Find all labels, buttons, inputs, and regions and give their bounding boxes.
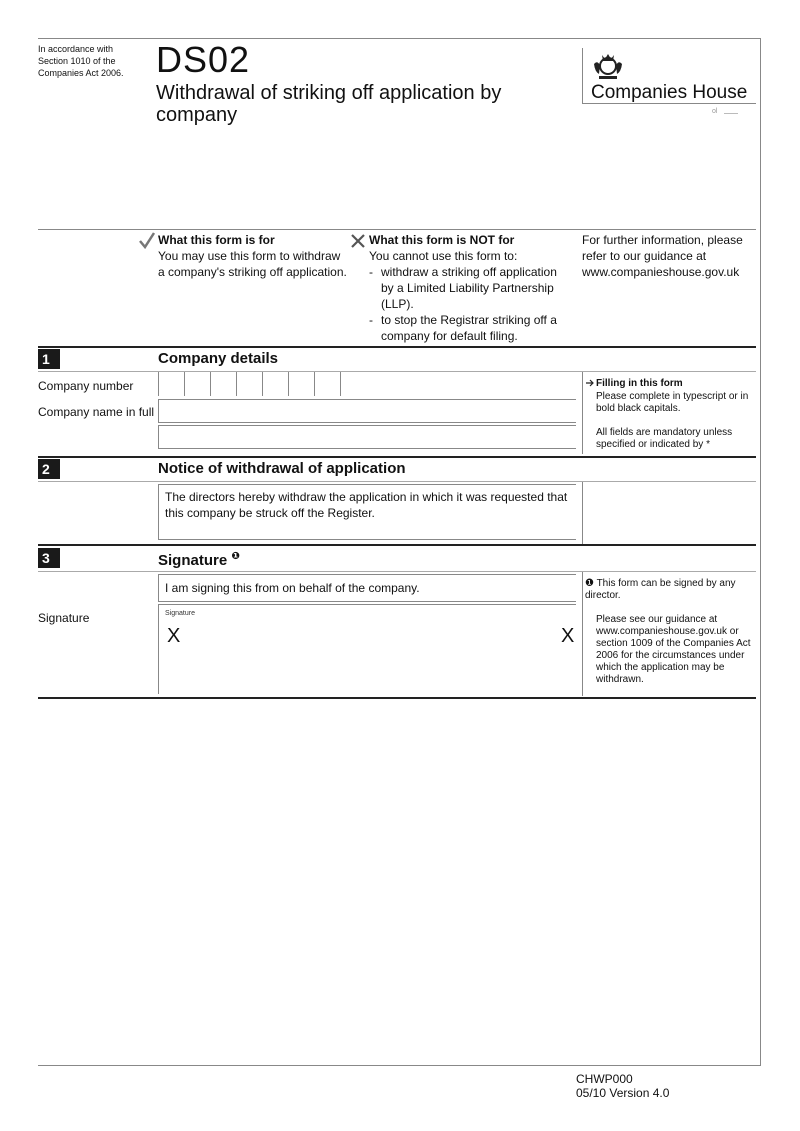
company-name-label: Company name in full <box>38 405 155 419</box>
for-text: You may use this form to withdraw a company's striking off application. <box>158 249 347 279</box>
check-icon <box>138 231 156 249</box>
signing-statement <box>158 574 576 602</box>
section3-sub-rule <box>38 571 756 572</box>
not-for-lead: You cannot use this form to: <box>369 249 518 263</box>
section2-title: Notice of withdrawal of application <box>158 460 406 477</box>
company-name-field-2[interactable] <box>158 425 576 449</box>
signature-note-1-text: This form can be signed by any director. <box>585 578 736 601</box>
logo-small-text: ol <box>712 108 718 115</box>
withdrawal-text: The directors hereby withdraw the application in which it was requested that this company be struck off the Register. <box>165 490 568 520</box>
for-title: What this form is for <box>158 233 275 247</box>
section2-rule <box>38 456 756 458</box>
note-marker-icon: ❶ <box>585 578 594 589</box>
section1-sub-rule <box>38 371 756 372</box>
companies-house-logo <box>582 48 756 104</box>
not-for-item: - to stop the Registrar striking off a company for default filing. <box>369 312 561 344</box>
footer-code: CHWP000 <box>576 1072 633 1086</box>
section1-rule <box>38 346 756 348</box>
legal-note: In accordance with Section 1010 of the Companies Act 2006. <box>38 44 124 78</box>
note-marker-icon: ❶ <box>231 551 240 562</box>
company-number-char-3[interactable] <box>210 372 236 396</box>
section1-number: 1 <box>38 349 60 369</box>
sign-end-mark: X <box>561 625 575 647</box>
section2-guide-divider <box>582 482 583 544</box>
section2-sub-rule <box>38 481 756 482</box>
company-number-char-4[interactable] <box>236 372 262 396</box>
signature-box[interactable] <box>158 604 576 694</box>
company-number-char-7[interactable] <box>314 372 340 396</box>
logo-text: Companies House <box>591 82 748 103</box>
not-for-title: What this form is NOT for <box>369 233 515 247</box>
signature-note-1 <box>585 578 751 602</box>
signature-label: Signature <box>38 611 90 625</box>
signature-note-2: Please see our guidance at www.companieshouse.gov.uk or section 1009 of the Companies Act 2006 for the circumstances under which the application may be withdrawn. <box>596 614 751 685</box>
company-number-char-2[interactable] <box>184 372 210 396</box>
section3-rule <box>38 544 756 546</box>
footer-version: 05/10 Version 4.0 <box>576 1086 670 1100</box>
withdrawal-statement <box>158 484 576 540</box>
section1-guide-divider <box>582 372 583 454</box>
company-number-char-5[interactable] <box>262 372 288 396</box>
sign-start-mark: X <box>167 625 181 647</box>
signature-box-label: Signature <box>165 610 195 617</box>
company-number-label: Company number <box>38 379 134 393</box>
intro-top-rule <box>38 229 756 230</box>
further-info: For further information, please refer to our guidance at www.companieshouse.gov.uk <box>582 233 743 279</box>
signing-statement-text: I am signing this from on behalf of the company. <box>165 581 420 595</box>
arrow-right-icon <box>585 378 595 388</box>
section3-number: 3 <box>38 548 60 568</box>
section2-number: 2 <box>38 459 60 479</box>
right-border <box>760 38 761 1066</box>
section3-guide-divider <box>582 572 583 696</box>
cross-icon <box>350 233 366 249</box>
bottom-border <box>38 1065 760 1066</box>
guide-title: Filling in this form <box>596 378 683 389</box>
company-number-char-1[interactable] <box>158 372 184 396</box>
signature-heading: Signature <box>158 552 228 569</box>
not-for-item: - withdraw a striking off application by a Limited Liability Partnership (LLP). <box>369 264 561 312</box>
logo-small-rule <box>724 113 738 114</box>
company-name-value <box>159 404 163 418</box>
section1-title: Company details <box>158 350 279 367</box>
company-number-char-6[interactable] <box>288 372 314 396</box>
company-number-field[interactable] <box>158 372 366 396</box>
form-code: DS02 <box>156 39 251 80</box>
guide-text-2: All fields are mandatory unless specified or indicated by * <box>596 427 733 450</box>
company-name-field-1[interactable] <box>158 399 576 423</box>
royal-crest-icon <box>591 50 625 80</box>
not-for-list <box>369 264 561 344</box>
company-number-char-8[interactable] <box>340 372 366 396</box>
guide-text-1: Please complete in typescript or in bold black capitals. <box>596 391 749 414</box>
top-border <box>38 38 760 39</box>
form-title: Withdrawal of striking off application by company <box>156 82 502 126</box>
section3-end-rule <box>38 697 756 699</box>
section3-title <box>158 548 240 570</box>
